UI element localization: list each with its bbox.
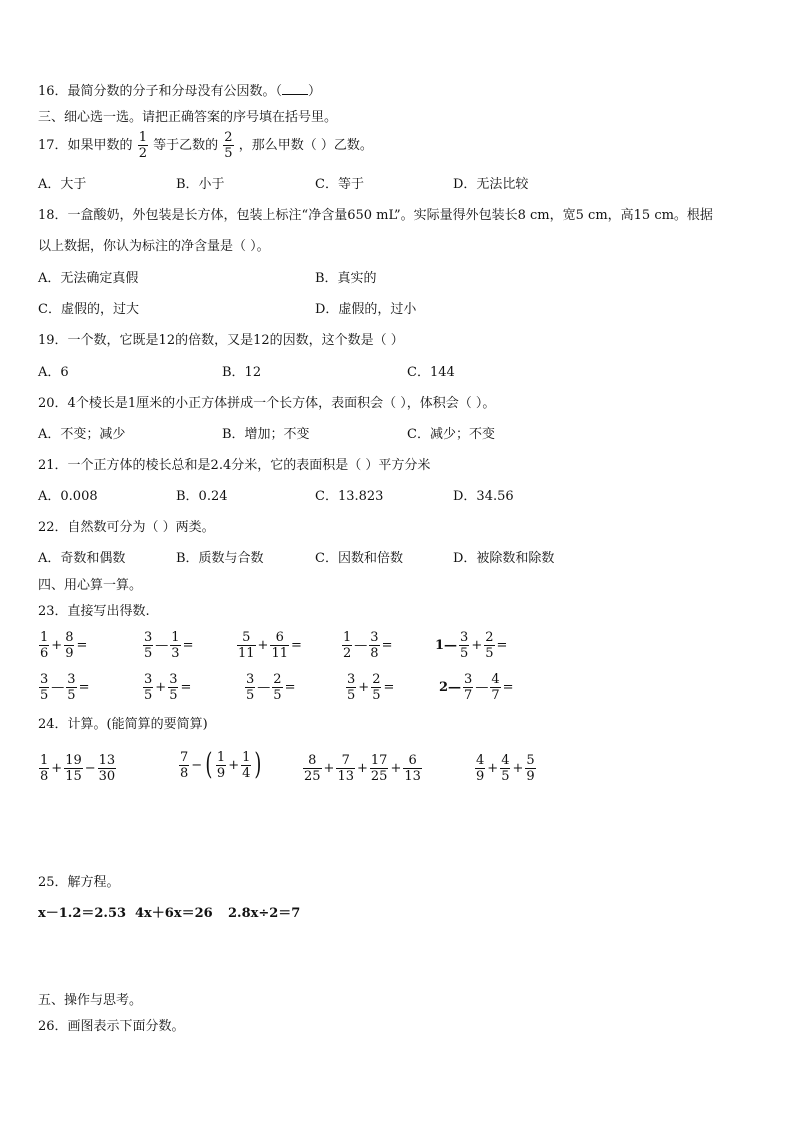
- denominator: 5: [501, 769, 510, 784]
- numerator: 7: [341, 753, 350, 768]
- operator: +: [323, 761, 335, 776]
- option-21-c[interactable]: C．13.823: [315, 489, 384, 504]
- denominator: 5: [144, 688, 153, 703]
- question-26: 26．画图表示下面分数。: [38, 1019, 185, 1034]
- numerator: 1: [40, 753, 49, 768]
- option-22-a[interactable]: A．奇数和偶数: [38, 551, 126, 566]
- denominator: 13: [337, 769, 354, 784]
- fraction: [459, 631, 469, 660]
- calc-expression-1: [38, 754, 117, 783]
- operator: +: [51, 761, 63, 776]
- operator: −: [191, 757, 203, 773]
- numerator: 3: [40, 672, 49, 687]
- denominator: 4: [242, 765, 251, 781]
- equals-sign: =: [76, 638, 88, 653]
- fraction: [371, 673, 381, 702]
- fraction: [336, 754, 355, 783]
- operator: —: [51, 680, 65, 695]
- fraction: [39, 754, 49, 783]
- fraction: [39, 631, 49, 660]
- option-19-b[interactable]: B．12: [222, 365, 262, 380]
- equals-sign: =: [291, 638, 302, 653]
- question-25: 25．解方程。: [38, 875, 120, 890]
- numerator: 1: [242, 749, 251, 765]
- denominator: 9: [216, 765, 226, 781]
- calc-item: [244, 673, 296, 702]
- denominator: 5: [246, 688, 255, 703]
- denominator: 8: [180, 765, 189, 781]
- leading-term: 1—: [435, 638, 458, 653]
- question-17-post: ，那么甲数（ ）乙数。: [238, 138, 373, 153]
- option-22-d[interactable]: D．被除数和除数: [453, 551, 555, 566]
- equals-sign: =: [182, 638, 194, 653]
- numerator: 17: [370, 753, 388, 768]
- fraction: [39, 673, 49, 702]
- equals-sign: =: [180, 680, 192, 695]
- operator: +: [357, 761, 368, 776]
- fraction: [64, 631, 74, 660]
- numerator: 3: [144, 672, 153, 687]
- denominator: 5: [144, 646, 153, 661]
- fraction: [179, 751, 189, 780]
- calc-item: [434, 631, 508, 660]
- option-20-c[interactable]: C．减少；不变: [407, 427, 495, 442]
- option-17-b[interactable]: B．小于: [176, 177, 225, 192]
- denominator: 7: [491, 688, 500, 703]
- option-22-c[interactable]: C．因数和倍数: [315, 551, 403, 566]
- question-18-line2: 以上数据，你认为标注的净含量是（ ）。: [38, 239, 270, 254]
- operator: —: [475, 680, 489, 695]
- denominator: 5: [372, 688, 381, 703]
- calc-item: [345, 673, 395, 702]
- question-22: 22．自然数可分为（ ）两类。: [38, 520, 215, 535]
- numerator: 5: [242, 630, 251, 645]
- leading-term: 2—: [439, 680, 462, 695]
- numerator: 4: [476, 753, 485, 768]
- operator: +: [471, 638, 483, 653]
- question-16-text: 16．最简分数的分子和分母没有公因数。（: [38, 84, 283, 99]
- question-19: 19．一个数，它既是12的倍数，又是12的因数，这个数是（ ）: [38, 333, 404, 348]
- calc-item: [38, 673, 90, 702]
- denominator: 5: [40, 688, 49, 703]
- calc-item: [38, 631, 88, 660]
- question-16-close: ）: [308, 84, 322, 99]
- denominator: 5: [273, 688, 282, 703]
- equation-1: x－1.2＝2.53: [38, 906, 127, 921]
- denominator: 7: [464, 688, 473, 703]
- equation-2: 4x＋6x＝26: [135, 906, 213, 921]
- question-17-mid: 等于乙数的: [153, 138, 219, 153]
- fraction: [370, 754, 389, 783]
- numerator: 8: [308, 753, 317, 768]
- numerator: 3: [67, 672, 76, 687]
- fraction: [490, 673, 500, 702]
- equals-sign: =: [383, 680, 395, 695]
- numerator: 3: [144, 630, 153, 645]
- numerator: 3: [460, 630, 469, 645]
- fraction: [143, 673, 153, 702]
- denominator: 5: [67, 688, 76, 703]
- option-17-d[interactable]: D．无法比较: [453, 177, 529, 192]
- denominator: 3: [171, 646, 180, 661]
- fraction: [245, 673, 255, 702]
- denominator: 9: [476, 769, 485, 784]
- operator: —: [354, 638, 368, 653]
- option-20-a[interactable]: A．不变；减少: [38, 427, 126, 442]
- calc-item: [142, 673, 192, 702]
- calc-expression-2: [178, 747, 264, 782]
- numerator: 2: [224, 130, 233, 145]
- calc-expression-4: [474, 754, 537, 783]
- option-17-a[interactable]: A．大于: [38, 177, 87, 192]
- fraction: [138, 131, 148, 160]
- numerator: 1: [138, 130, 147, 145]
- numerator: 19: [65, 753, 82, 768]
- numerator: 4: [491, 672, 500, 687]
- fraction: [463, 673, 473, 702]
- fraction: [270, 631, 289, 660]
- denominator: 2: [138, 146, 147, 161]
- option-19-a[interactable]: A．6: [38, 365, 69, 380]
- question-16: [38, 84, 321, 98]
- numerator: 3: [370, 630, 379, 645]
- question-21: 21．一个正方体的棱长总和是2.4分米，它的表面积是（ ）平方分米: [38, 458, 431, 473]
- numerator: 3: [169, 672, 178, 687]
- denominator: 13: [404, 769, 421, 784]
- section-3-heading: 三、细心选一选。请把正确答案的序号填在括号里。: [38, 110, 338, 125]
- calc-expression-3: [302, 754, 423, 783]
- operator: —: [155, 638, 169, 653]
- denominator: 11: [271, 646, 288, 661]
- operator: +: [358, 680, 370, 695]
- question-18-line1: 18．一盒酸奶，外包装是长方体，包装上标注“净含量650 mL”。实际量得外包装长8 cm，宽5 cm，高15 cm。根据: [38, 208, 713, 223]
- denominator: 5: [224, 146, 233, 161]
- numerator: 1: [216, 749, 226, 765]
- calc-item: [438, 673, 515, 702]
- fraction: [168, 673, 178, 702]
- denominator: 2: [343, 646, 352, 661]
- fraction: [237, 631, 256, 660]
- fraction: [342, 631, 352, 660]
- numerator: 3: [246, 672, 255, 687]
- equals-sign: =: [381, 638, 393, 653]
- numerator: 8: [65, 630, 74, 645]
- fraction: [500, 754, 510, 783]
- denominator: 25: [370, 769, 388, 784]
- numerator: 6: [275, 630, 284, 645]
- fraction: [216, 751, 226, 780]
- question-24: 24．计算。(能简算的要简算): [38, 717, 208, 732]
- question-20: 20．4个棱长是1厘米的小正方体拼成一个长方体，表面积会（ ），体积会（ ）。: [38, 396, 496, 411]
- option-17-c[interactable]: C．等于: [315, 177, 364, 192]
- option-20-b[interactable]: B．增加；不变: [222, 427, 310, 442]
- question-17: [38, 131, 373, 160]
- operator: —: [257, 680, 271, 695]
- numerator: 3: [464, 672, 473, 687]
- numerator: 2: [485, 630, 494, 645]
- calc-item: [142, 631, 194, 660]
- section-5-heading: 五、操作与思考。: [38, 993, 143, 1008]
- fraction: [369, 631, 379, 660]
- answer-blank[interactable]: [282, 84, 308, 95]
- denominator: 5: [169, 688, 178, 703]
- numerator: 2: [273, 672, 282, 687]
- denominator: 5: [347, 688, 356, 703]
- fraction: [525, 754, 535, 783]
- calc-item: [236, 631, 303, 660]
- numerator: 7: [180, 749, 189, 765]
- equals-sign: =: [502, 680, 514, 695]
- option-21-a[interactable]: A．0.008: [38, 489, 98, 504]
- denominator: 30: [98, 769, 116, 784]
- fraction: [66, 673, 76, 702]
- numerator: 3: [347, 672, 356, 687]
- numerator: 1: [40, 630, 49, 645]
- fraction: [64, 754, 83, 783]
- fraction: [346, 673, 356, 702]
- option-18-a[interactable]: A．无法确定真假: [38, 271, 139, 286]
- fraction: [484, 631, 494, 660]
- operator: +: [155, 680, 167, 695]
- question-23: 23．直接写出得数.: [38, 604, 150, 619]
- denominator: 6: [40, 646, 49, 661]
- denominator: 25: [304, 769, 321, 784]
- question-17-pre: 17．如果甲数的: [38, 138, 133, 153]
- option-18-d[interactable]: D．虚假的，过小: [315, 302, 417, 317]
- option-18-b[interactable]: B．真实的: [315, 271, 377, 286]
- denominator: 9: [526, 769, 535, 784]
- operator: +: [390, 761, 402, 776]
- fraction: [143, 631, 153, 660]
- operator: +: [51, 638, 63, 653]
- numerator: 6: [408, 753, 417, 768]
- equals-sign: =: [78, 680, 90, 695]
- fraction: [403, 754, 422, 783]
- denominator: 8: [40, 769, 49, 784]
- option-18-c[interactable]: C．虚假的，过大: [38, 302, 139, 317]
- fraction: [241, 751, 251, 780]
- denominator: 15: [65, 769, 82, 784]
- denominator: 5: [460, 646, 469, 661]
- numerator: 5: [526, 753, 535, 768]
- fraction: [303, 754, 322, 783]
- numerator: 1: [343, 630, 352, 645]
- option-22-b[interactable]: B．质数与合数: [176, 551, 264, 566]
- equals-sign: =: [284, 680, 296, 695]
- equation-3: 2.8x÷2＝7: [228, 906, 301, 921]
- fraction: [170, 631, 180, 660]
- fraction: [98, 754, 117, 783]
- operator: +: [512, 761, 524, 776]
- denominator: 5: [485, 646, 494, 661]
- operator: +: [228, 757, 240, 773]
- numerator: 1: [171, 630, 180, 645]
- denominator: 8: [370, 646, 379, 661]
- option-19-c[interactable]: C．144: [407, 365, 455, 380]
- section-4-heading: 四、用心算一算。: [38, 578, 143, 593]
- numerator: 13: [98, 753, 116, 768]
- option-21-d[interactable]: D．34.56: [453, 489, 514, 504]
- fraction: [272, 673, 282, 702]
- denominator: 11: [238, 646, 255, 661]
- numerator: 4: [501, 753, 510, 768]
- operator: +: [257, 638, 269, 653]
- operator: −: [84, 761, 96, 776]
- option-21-b[interactable]: B．0.24: [176, 489, 228, 504]
- fraction: [475, 754, 485, 783]
- left-paren: (: [205, 747, 213, 782]
- calc-item: [341, 631, 393, 660]
- operator: +: [487, 761, 499, 776]
- right-paren: ): [254, 747, 262, 782]
- fraction: [223, 131, 233, 160]
- denominator: 9: [65, 646, 74, 661]
- numerator: 2: [372, 672, 381, 687]
- equals-sign: =: [496, 638, 508, 653]
